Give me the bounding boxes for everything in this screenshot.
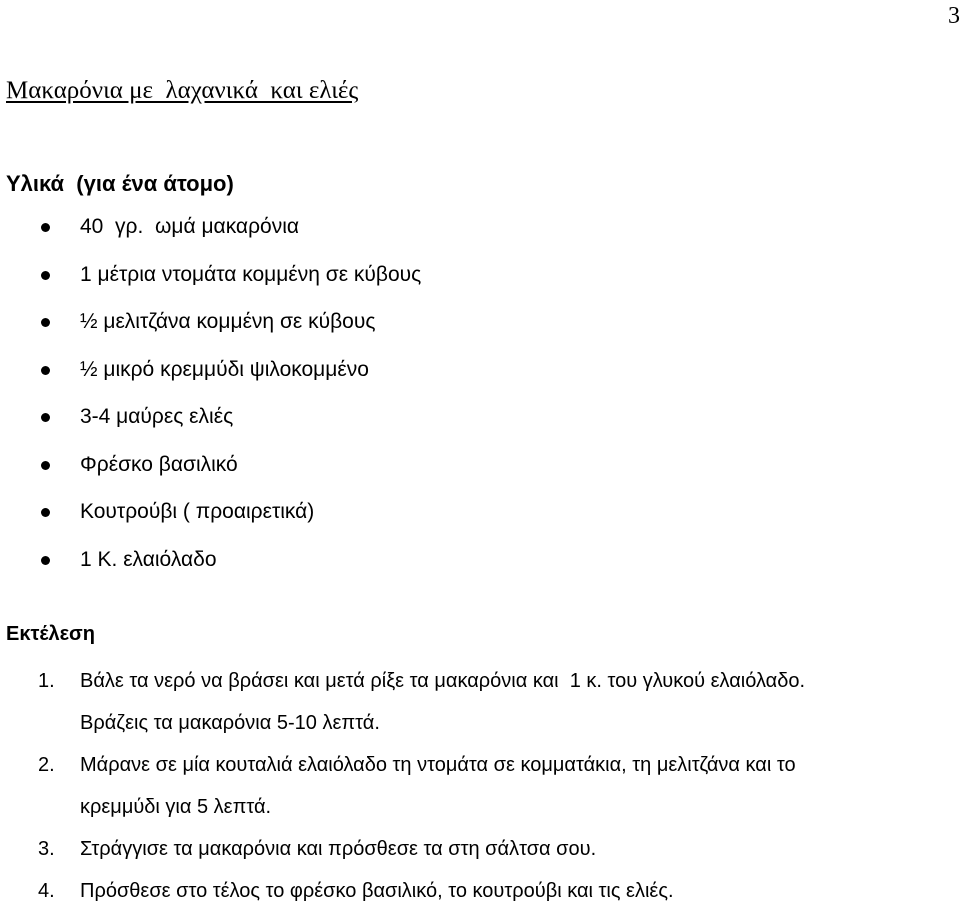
bullet-icon <box>41 556 50 565</box>
ingredients-list <box>0 205 421 585</box>
ingredient-item <box>0 253 421 301</box>
ingredient-item <box>0 538 421 586</box>
bullet-icon <box>41 318 50 327</box>
step-text-line: Βράζεις τα μακαρόνια 5-10 λεπτά. <box>80 712 380 734</box>
ingredients-heading: Υλικά (για ένα άτομο) <box>6 171 234 196</box>
ingredient-text: 1 μέτρια ντομάτα κομμένη σε κύβους <box>80 262 422 286</box>
step-item <box>0 870 960 912</box>
ingredient-text: ½ μελιτζάνα κομμένη σε κύβους <box>80 310 376 333</box>
step-text-line: Μάρανε σε μία κουταλιά ελαιόλαδο τη ντομάτα σε κομματάκια, τη μελιτζάνα και το <box>80 754 796 776</box>
method-steps <box>0 660 960 912</box>
bullet-icon <box>41 508 50 517</box>
ingredient-text: Κουτρούβι ( προαιρετικά) <box>80 500 315 523</box>
step-number: 3. <box>38 838 55 860</box>
step-item <box>0 660 960 744</box>
ingredient-item <box>0 348 421 396</box>
bullet-icon <box>41 223 50 232</box>
step-item <box>0 828 960 870</box>
method-heading: Εκτέλεση <box>6 623 95 645</box>
ingredient-item <box>0 205 421 253</box>
step-text-line: Στράγγισε τα μακαρόνια και πρόσθεσε τα στη σάλτσα σου. <box>80 838 597 860</box>
recipe-title: Μακαρόνια με λαχανικά και ελιές <box>6 77 359 104</box>
page-number: 3 <box>948 3 960 29</box>
bullet-icon <box>41 461 50 470</box>
ingredient-text: Φρέσκο βασιλικό <box>80 452 238 476</box>
ingredient-item <box>0 300 421 348</box>
ingredient-item <box>0 443 421 491</box>
step-item <box>0 744 960 828</box>
ingredient-text: 1 Κ. ελαιόλαδο <box>80 547 217 571</box>
ingredient-text: 3-4 μαύρες ελιές <box>80 405 234 428</box>
step-text-line: Βάλε τα νερό να βράσει και μετά ρίξε τα μακαρόνια και 1 κ. του γλυκού ελαιόλαδο. <box>80 670 806 692</box>
step-text-line: Πρόσθεσε στο τέλος το φρέσκο βασιλικό, το κουτρούβι και τις ελιές. <box>80 880 674 902</box>
step-number: 1. <box>38 670 55 692</box>
bullet-icon <box>41 366 50 375</box>
step-number: 2. <box>38 754 55 776</box>
ingredient-item <box>0 395 421 443</box>
ingredient-text: 40 γρ. ωμά μακαρόνια <box>80 215 300 238</box>
step-number: 4. <box>38 880 55 902</box>
ingredient-text: ½ μικρό κρεμμύδι ψιλοκομμένο <box>80 357 369 381</box>
bullet-icon <box>41 413 50 422</box>
step-text-line: κρεμμύδι για 5 λεπτά. <box>80 796 272 818</box>
bullet-icon <box>41 271 50 280</box>
ingredient-item <box>0 490 421 538</box>
